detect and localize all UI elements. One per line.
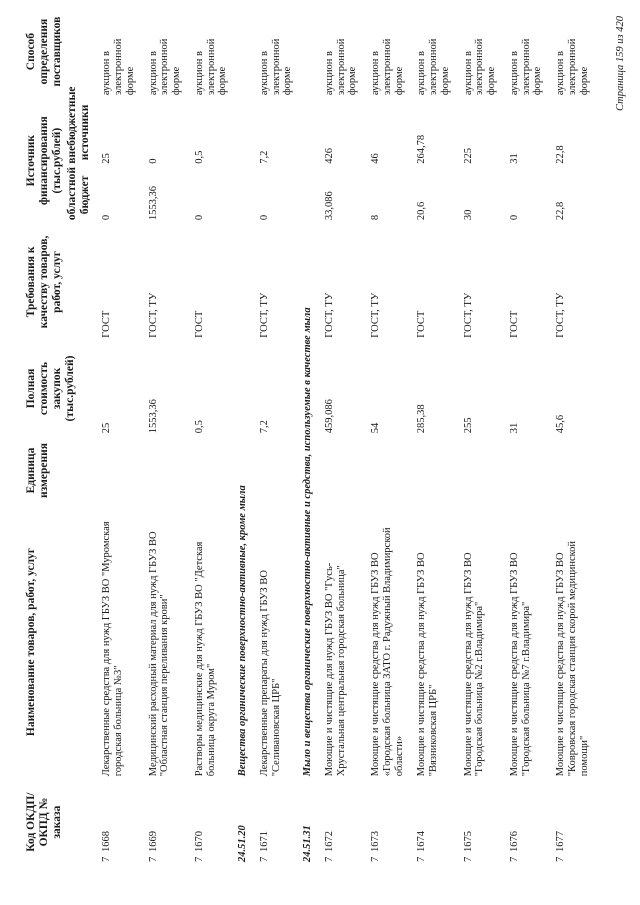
item-method: аукцион в электронной форме bbox=[323, 38, 359, 96]
item-funding-regional: 0 bbox=[258, 214, 270, 221]
order-code bbox=[361, 779, 407, 865]
item-funding-regional: 30 bbox=[462, 209, 474, 221]
order-code bbox=[92, 779, 138, 865]
order-prefix: 7 bbox=[370, 856, 382, 862]
item-unit bbox=[546, 436, 592, 505]
section-row bbox=[231, 5, 250, 865]
order-code bbox=[407, 779, 453, 865]
item-cost: 7,2 bbox=[258, 420, 270, 434]
order-prefix: 7 bbox=[101, 856, 113, 862]
item-method: аукцион в электронной форме bbox=[193, 38, 229, 96]
item-unit bbox=[454, 436, 500, 505]
item-unit bbox=[407, 436, 453, 505]
item-method: аукцион в электронной форме bbox=[101, 38, 136, 96]
section-title: Мыло и вещества органические поверхностно-активные и средства, используемые в качестве мыла bbox=[302, 307, 314, 777]
item-name: Моющие и чистящие средства для нужд ГБУЗ ВО "Городская больница №2 г.Владимира" bbox=[462, 552, 486, 777]
order-number: 1670 bbox=[193, 831, 205, 852]
item-requirements: ГОСТ bbox=[416, 310, 428, 338]
item-requirements: ГОСТ bbox=[193, 310, 205, 338]
item-unit bbox=[92, 436, 138, 505]
item-unit bbox=[139, 436, 185, 505]
item-unit bbox=[500, 436, 546, 505]
section-row bbox=[296, 5, 315, 865]
order-prefix: 7 bbox=[193, 856, 205, 862]
header-requirements: Требования к качеству товаров, работ, услуг bbox=[25, 235, 63, 329]
item-name: Медицинский расходный материал для нужд ГБУЗ ВО "Областная станция переливания крови" bbox=[147, 531, 171, 777]
table-row bbox=[92, 5, 138, 865]
item-unit bbox=[250, 436, 296, 505]
header-funding-regional: областной бюджет bbox=[65, 166, 91, 221]
item-funding-regional: 0 bbox=[193, 214, 205, 221]
item-cost: 45,6 bbox=[555, 414, 567, 434]
table-row bbox=[546, 5, 592, 865]
item-method: аукцион в электронной форме bbox=[147, 38, 183, 96]
table-row bbox=[315, 5, 361, 865]
section-code: 24.51.20 bbox=[237, 825, 249, 862]
item-requirements: ГОСТ bbox=[101, 310, 113, 338]
order-code bbox=[139, 779, 185, 865]
order-code bbox=[250, 779, 296, 865]
order-prefix: 7 bbox=[508, 856, 520, 862]
item-method: аукцион в электронной форме bbox=[258, 38, 294, 96]
item-funding-regional: 20,6 bbox=[416, 201, 428, 221]
item-unit bbox=[185, 436, 231, 505]
section-title: Вещества органические поверхностно-активные, кроме мыла bbox=[237, 485, 249, 777]
header-funding: Источник финансирования (тыс.рублей) bbox=[25, 116, 63, 205]
item-cost: 459,086 bbox=[323, 399, 335, 434]
item-requirements: ГОСТ, ТУ bbox=[323, 292, 335, 338]
item-funding-regional: 22,8 bbox=[555, 201, 567, 221]
order-code bbox=[500, 779, 546, 865]
header-unit: Единица измерения bbox=[25, 443, 50, 499]
item-method: аукцион в электронной форме bbox=[462, 38, 498, 96]
header-name: Наименование товаров, работ, услуг bbox=[25, 548, 37, 737]
item-requirements: ГОСТ, ТУ bbox=[462, 292, 474, 338]
table-row bbox=[185, 5, 231, 865]
table-row bbox=[361, 5, 407, 865]
item-cost: 0,5 bbox=[193, 420, 205, 434]
item-cost: 25 bbox=[101, 422, 113, 434]
item-funding-extrabudget: 0 bbox=[147, 158, 159, 164]
item-funding-regional: 0 bbox=[101, 214, 113, 221]
item-funding-regional: 33,086 bbox=[323, 191, 335, 221]
item-funding-extrabudget: 225 bbox=[462, 148, 474, 164]
header-code: Код ОКДП/ ОКПД № заказа bbox=[25, 792, 63, 852]
header-method: Способ определения поставщиков bbox=[25, 16, 63, 87]
item-cost: 31 bbox=[508, 422, 520, 434]
item-unit bbox=[315, 436, 361, 505]
item-funding-extrabudget: 25 bbox=[101, 153, 113, 164]
order-number: 1674 bbox=[416, 831, 428, 852]
item-name: Растворы медицинские для нужд ГБУЗ ВО "Детская больница округа Муром" bbox=[193, 541, 217, 777]
order-prefix: 7 bbox=[323, 856, 335, 862]
item-requirements: ГОСТ, ТУ bbox=[370, 292, 382, 338]
item-requirements: ГОСТ, ТУ bbox=[555, 292, 567, 338]
item-method: аукцион в электронной форме bbox=[370, 38, 405, 96]
order-code bbox=[546, 779, 592, 865]
item-name: Моющие и чистящие средства для нужд ГБУЗ ВО "Вязниковская ЦРБ" bbox=[416, 552, 440, 777]
item-requirements: ГОСТ bbox=[508, 310, 520, 338]
item-name: Моющие и чистящие для нужд ГБУЗ ВО "Гусь-Хрустальная центральная городская больница" bbox=[323, 562, 347, 777]
header-cost: Полная стоимость закупок (тыс.рублей) bbox=[25, 355, 76, 422]
table-row bbox=[407, 5, 453, 865]
order-number: 1672 bbox=[323, 831, 335, 852]
item-funding-extrabudget: 7,2 bbox=[258, 150, 270, 164]
item-funding-extrabudget: 426 bbox=[323, 148, 335, 164]
order-number: 1668 bbox=[101, 831, 113, 852]
item-name: Моющие и чистящие средства для нужд ГБУЗ ВО "Ковровская городская станция скорой медицинской помощи" bbox=[555, 540, 590, 777]
item-name: Моющие и чистящие средства для нужд ГБУЗ ВО «Городская больница ЗАТО г. Радужный Владимирской области» bbox=[370, 527, 405, 777]
item-funding-regional: 8 bbox=[370, 214, 382, 221]
order-number: 1677 bbox=[555, 831, 567, 852]
item-cost: 255 bbox=[462, 417, 474, 434]
item-name: Лекарственные средства для нужд ГБУЗ ВО "Муромская городская больница №3" bbox=[101, 521, 125, 777]
table-body bbox=[92, 5, 592, 865]
item-funding-extrabudget: 22,8 bbox=[555, 145, 567, 164]
item-cost: 54 bbox=[370, 422, 382, 434]
order-prefix: 7 bbox=[416, 856, 428, 862]
item-requirements: ГОСТ, ТУ bbox=[258, 292, 270, 338]
item-cost: 285,38 bbox=[416, 404, 428, 434]
order-code bbox=[185, 779, 231, 865]
procurement-table bbox=[24, 5, 592, 865]
table-row bbox=[250, 5, 296, 865]
item-method: аукцион в электронной форме bbox=[508, 38, 544, 96]
item-funding-regional: 1553,36 bbox=[147, 185, 159, 221]
order-number: 1675 bbox=[462, 831, 474, 852]
table-row bbox=[500, 5, 546, 865]
order-prefix: 7 bbox=[147, 856, 159, 862]
item-name: Моющие и чистящие средства для нужд ГБУЗ ВО "Городская больница №7 г.Владимира" bbox=[508, 552, 532, 777]
order-code bbox=[315, 779, 361, 865]
table-header bbox=[24, 5, 92, 865]
item-funding-regional: 0 bbox=[508, 214, 520, 221]
item-funding-extrabudget: 264,78 bbox=[416, 134, 428, 164]
item-cost: 1553,36 bbox=[147, 399, 159, 434]
table-row bbox=[139, 5, 185, 865]
order-prefix: 7 bbox=[258, 856, 270, 862]
item-unit bbox=[361, 436, 407, 505]
item-method: аукцион в электронной форме bbox=[555, 38, 590, 96]
order-number: 1669 bbox=[147, 831, 159, 852]
order-number: 1671 bbox=[258, 831, 270, 852]
table-row bbox=[454, 5, 500, 865]
order-number: 1673 bbox=[370, 831, 382, 852]
item-name: Лекарственные препараты для нужд ГБУЗ ВО "Селивановская ЦРБ" bbox=[258, 570, 282, 777]
order-code bbox=[454, 779, 500, 865]
order-prefix: 7 bbox=[555, 856, 567, 862]
item-funding-extrabudget: 46 bbox=[370, 153, 382, 164]
section-code: 24.51.31 bbox=[302, 825, 314, 862]
item-requirements: ГОСТ, ТУ bbox=[147, 292, 159, 338]
item-funding-extrabudget: 31 bbox=[508, 153, 520, 164]
item-method: аукцион в электронной форме bbox=[416, 38, 451, 96]
item-funding-extrabudget: 0,5 bbox=[193, 150, 205, 164]
header-funding-extrabudget: внебюджетные источники bbox=[65, 86, 91, 164]
order-prefix: 7 bbox=[462, 856, 474, 862]
order-number: 1676 bbox=[508, 831, 520, 852]
page-number: Страница 159 из 420 bbox=[615, 16, 626, 112]
